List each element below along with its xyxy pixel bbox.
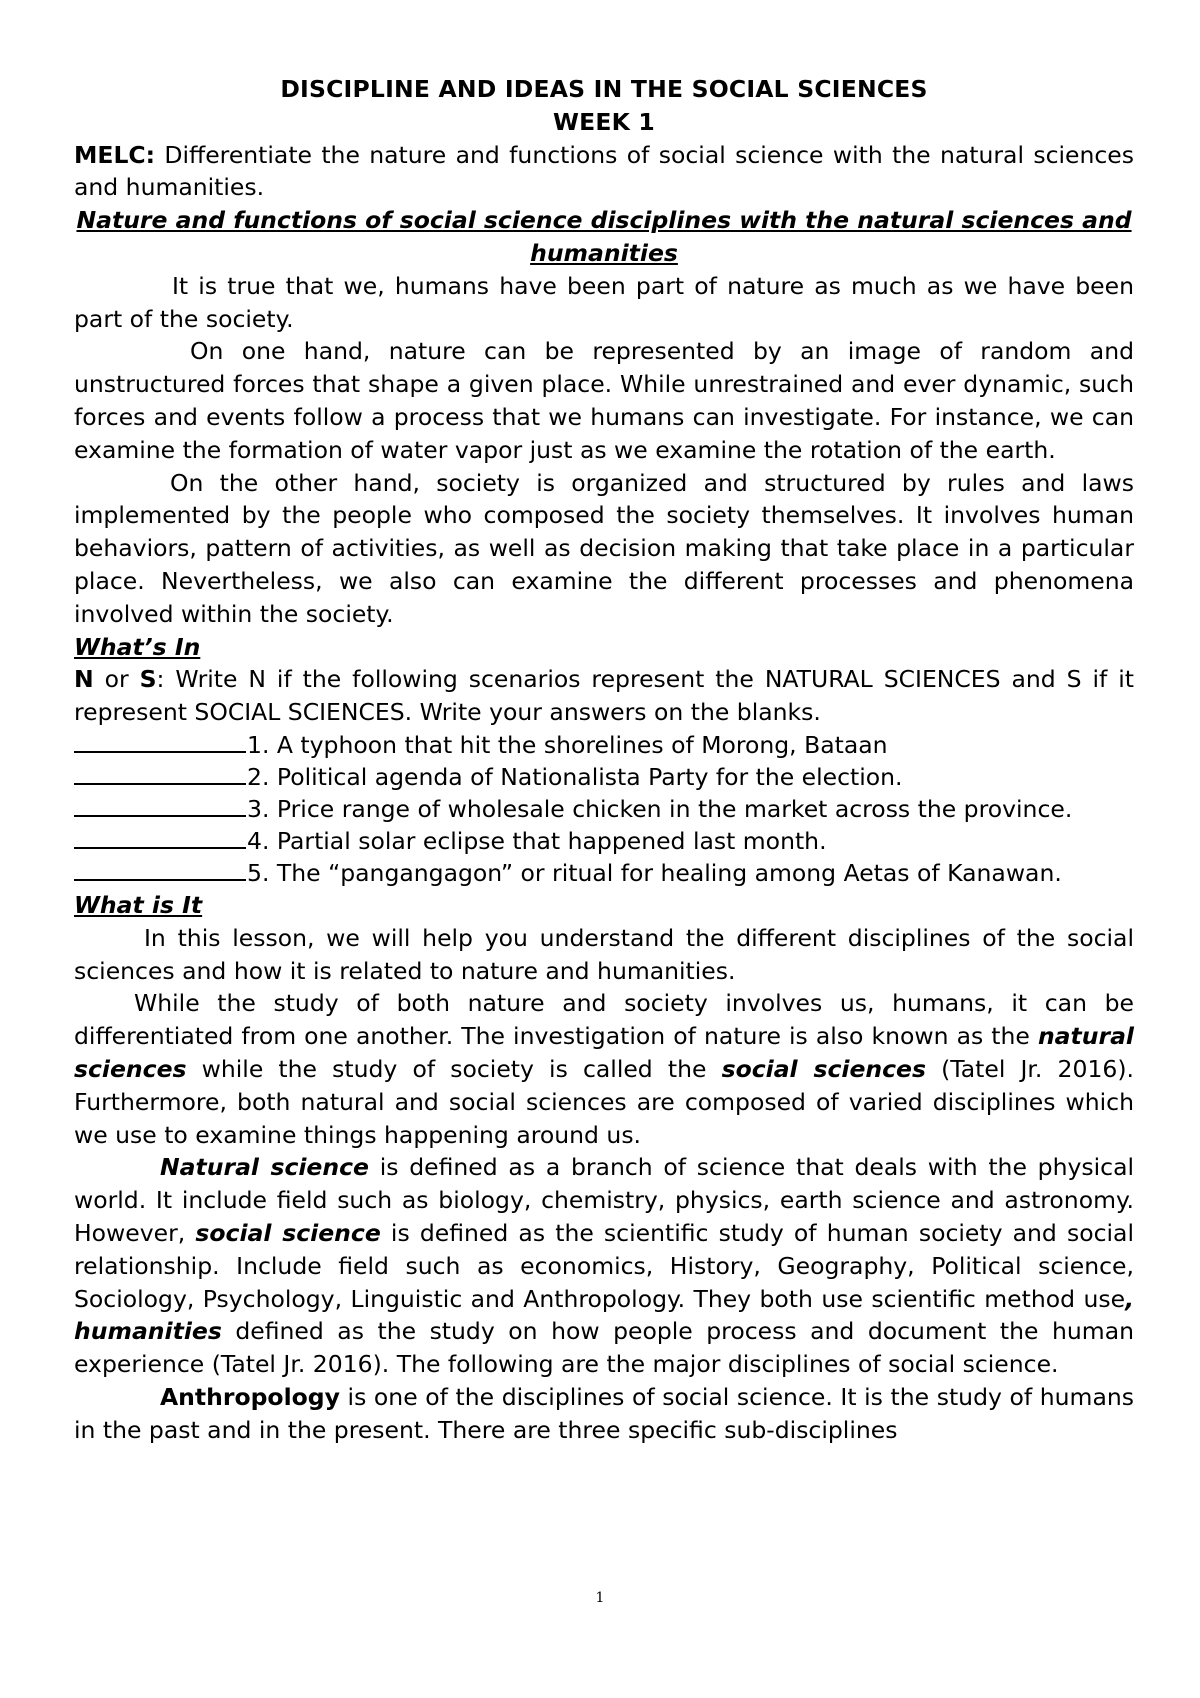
what-is-it-paragraph-1: In this lesson, we will help you understand the different disciplines of the social sciences and how it is related to nature and humanities. [74, 923, 1134, 985]
term-social-sciences: social sciences [721, 1054, 926, 1083]
intro-paragraph-3: On the other hand, society is organized and structured by rules and laws implemented by the people who composed the society themselves. It involves human behaviors, pattern of activities, as well as decision making that take place in a particular place. Nevertheless, we also can examine the different processes and phenomena involved within the society. [74, 468, 1134, 628]
melc-text: Differentiate the nature and functions of social science with the natural sciences and humanities. [74, 140, 1134, 202]
text-run: while the study of society is called the [186, 1054, 722, 1083]
item-text: 4. Partial solar eclipse that happened last month. [247, 826, 827, 855]
what-is-it-paragraph-3 [74, 1151, 1134, 1381]
item-text: 3. Price range of wholesale chicken in the market across the province. [247, 794, 1073, 823]
melc-paragraph [74, 139, 1134, 205]
instruction-text: : Write N if the following scenarios represent the NATURAL SCIENCES and S if it represent SOCIAL SCIENCES. Write your answers on the blanks. [74, 665, 1135, 727]
item-text: 2. Political agenda of Nationalista Party for the election. [247, 762, 903, 791]
term-natural-sciences: natural sciences [74, 1022, 1134, 1083]
list-item [74, 825, 1134, 857]
what-is-it-paragraph-4 [74, 1381, 1134, 1447]
text-run: is defined as a branch of science that deals with the physical world. It include field such as biology, chemistry, physics, earth science and astronomy. However, [74, 1153, 1135, 1247]
answer-blank[interactable] [74, 793, 246, 817]
instruction-s: S [139, 665, 157, 694]
week-label: WEEK 1 [553, 107, 655, 136]
page-number: 1 [595, 1590, 605, 1606]
answer-blank[interactable] [74, 825, 246, 849]
list-item [74, 857, 1134, 889]
page-content [74, 73, 1134, 1446]
intro-paragraph-2: On one hand, nature can be represented by an image of random and unstructured forces that shape a given place. While unrestrained and ever dynamic, such forces and events follow a process that we humans can investigate. For instance, we can examine the formation of water vapor just as we examine the rotation of the earth. [74, 337, 1134, 464]
text-run: is one of the disciplines of social science. It is the study of humans in the past and in the present. There are three specific sub-disciplines [74, 1382, 1134, 1444]
term-social-science: social science [195, 1218, 381, 1247]
whats-in-heading: What’s In [74, 632, 201, 661]
term-humanities: , humanities [74, 1284, 1134, 1346]
whats-in-instructions [74, 663, 1134, 729]
text-run: While the study of both nature and society involves us, humans, it can be differentiated from one another. The investigation of nature is also known as the [74, 989, 1134, 1051]
text-run: defined as the study on how people process and document the human experience (Tatel Jr. 2016). The following are the major disciplines of social science. [74, 1317, 1134, 1379]
answer-blank[interactable] [74, 857, 246, 881]
melc-label: MELC: [74, 140, 156, 169]
item-text: 5. The “pangangagon” or ritual for healing among Aetas of Kanawan. [247, 858, 1062, 887]
what-is-it-heading: What is It [74, 890, 203, 919]
answer-blank[interactable] [74, 729, 246, 753]
term-natural-science: Natural science [160, 1153, 369, 1182]
list-item [74, 761, 1134, 793]
instruction-n: N [74, 665, 94, 694]
item-text: 1. A typhoon that hit the shorelines of Morong, Bataan [247, 730, 888, 759]
answer-blank[interactable] [74, 761, 246, 785]
section-heading: Nature and functions of social science disciplines with the natural sciences and humanities [76, 206, 1132, 267]
text-run: is defined as the scientific study of human society and social relationship. Include field such as economics, History, Geography, Political science, Sociology, Psychology, Linguistic and Anthropology. They both use scientific method use [74, 1218, 1134, 1313]
document-title: DISCIPLINE AND IDEAS IN THE SOCIAL SCIENCES [280, 75, 928, 103]
term-anthropology: Anthropology [160, 1382, 340, 1411]
intro-paragraph-1: It is true that we, humans have been part of nature as much as we have been part of the society. [74, 271, 1134, 333]
list-item [74, 793, 1134, 825]
text-run: (Tatel Jr. 2016). Furthermore, both natural and social sciences are composed of varied disciplines which we use to examine things happening around us. [74, 1054, 1134, 1149]
what-is-it-paragraph-2 [74, 987, 1134, 1151]
instruction-or: or [93, 665, 140, 694]
list-item [74, 729, 1134, 761]
